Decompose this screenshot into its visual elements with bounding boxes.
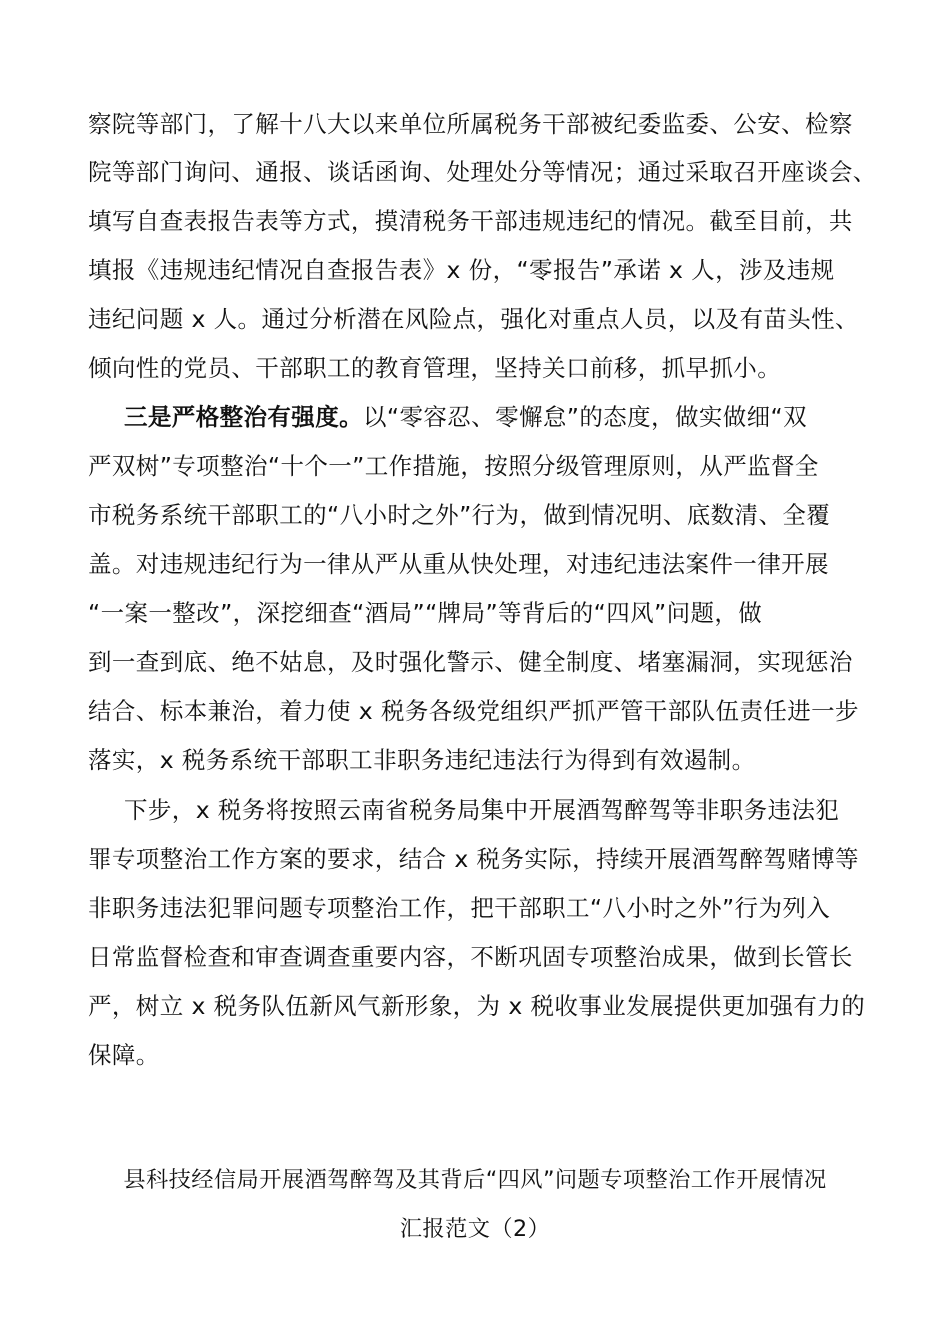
document-title-line: 汇报范文（2） bbox=[399, 1216, 551, 1242]
section-lead-heading: 三是严格整治有强度。 bbox=[124, 403, 363, 431]
body-text-line: 填写自查表报告表等方式，摸清税务干部违规违纪的情况。截至目前，共 bbox=[88, 207, 853, 235]
body-text-line: 落实，x 税务系统干部职工非职务违纪违法行为得到有效遏制。 bbox=[88, 746, 756, 774]
paragraph-first-line: 下步，x 税务将按照云南省税务局集中开展酒驾醉驾等非职务违法犯 bbox=[124, 796, 840, 824]
body-text-line: “一案一整改”，深挖细查“酒局”“牌局”等背后的“四风”问题，做 bbox=[88, 599, 763, 627]
body-text-line: 结合、标本兼治，着力使 x 税务各级党组织严抓严管干部队伍责任进一步 bbox=[88, 697, 859, 725]
document-title-line: 县科技经信局开展酒驾醉驾及其背后“四风”问题专项整治工作开展情况 bbox=[123, 1167, 827, 1193]
body-text-line: 倾向性的党员、干部职工的教育管理，坚持关口前移，抓早抓小。 bbox=[88, 354, 782, 382]
body-text-line: 保障。 bbox=[88, 1041, 160, 1069]
body-text-line: 盖。对违规违纪行为一律从严从重从快处理，对违纪违法案件一律开展 bbox=[88, 550, 829, 578]
body-text-line: 院等部门询问、通报、谈话函询、处理处分等情况；通过采取召开座谈会、 bbox=[88, 158, 877, 186]
body-text-line: 非职务违法犯罪问题专项整治工作，把干部职工“八小时之外”行为列入 bbox=[88, 894, 831, 922]
body-text-line: 到一查到底、绝不姑息，及时强化警示、健全制度、堵塞漏洞，实现惩治 bbox=[88, 648, 853, 676]
body-text-line: 市税务系统干部职工的“八小时之外”行为，做到情况明、底数清、全覆 bbox=[88, 501, 831, 529]
body-text-line: 严双树”专项整治“十个一”工作措施，按照分级管理原则，从严监督全 bbox=[88, 452, 819, 480]
body-text-line: 违纪问题 x 人。通过分析潜在风险点，强化对重点人员，以及有苗头性、 bbox=[88, 305, 859, 333]
body-text-line: 严，树立 x 税务队伍新风气新形象，为 x 税收事业发展提供更加强有力的 bbox=[88, 992, 866, 1020]
body-text-line: 填报《违规违纪情况自查报告表》x 份，“零报告”承诺 x 人，涉及违规 bbox=[88, 256, 835, 284]
body-text-line: 日常监督检查和审查调查重要内容，不断巩固专项整治成果，做到长管长 bbox=[88, 943, 853, 971]
body-text-span: 以“零容忍、零懈怠”的态度，做实做细“双 bbox=[363, 403, 808, 431]
body-text-line: 察院等部门，了解十八大以来单位所属税务干部被纪委监委、公安、检察 bbox=[88, 110, 853, 138]
body-text-line: 罪专项整治工作方案的要求，结合 x 税务实际，持续开展酒驾醉驾赌博等 bbox=[88, 845, 859, 873]
paragraph-first-line bbox=[124, 397, 807, 437]
